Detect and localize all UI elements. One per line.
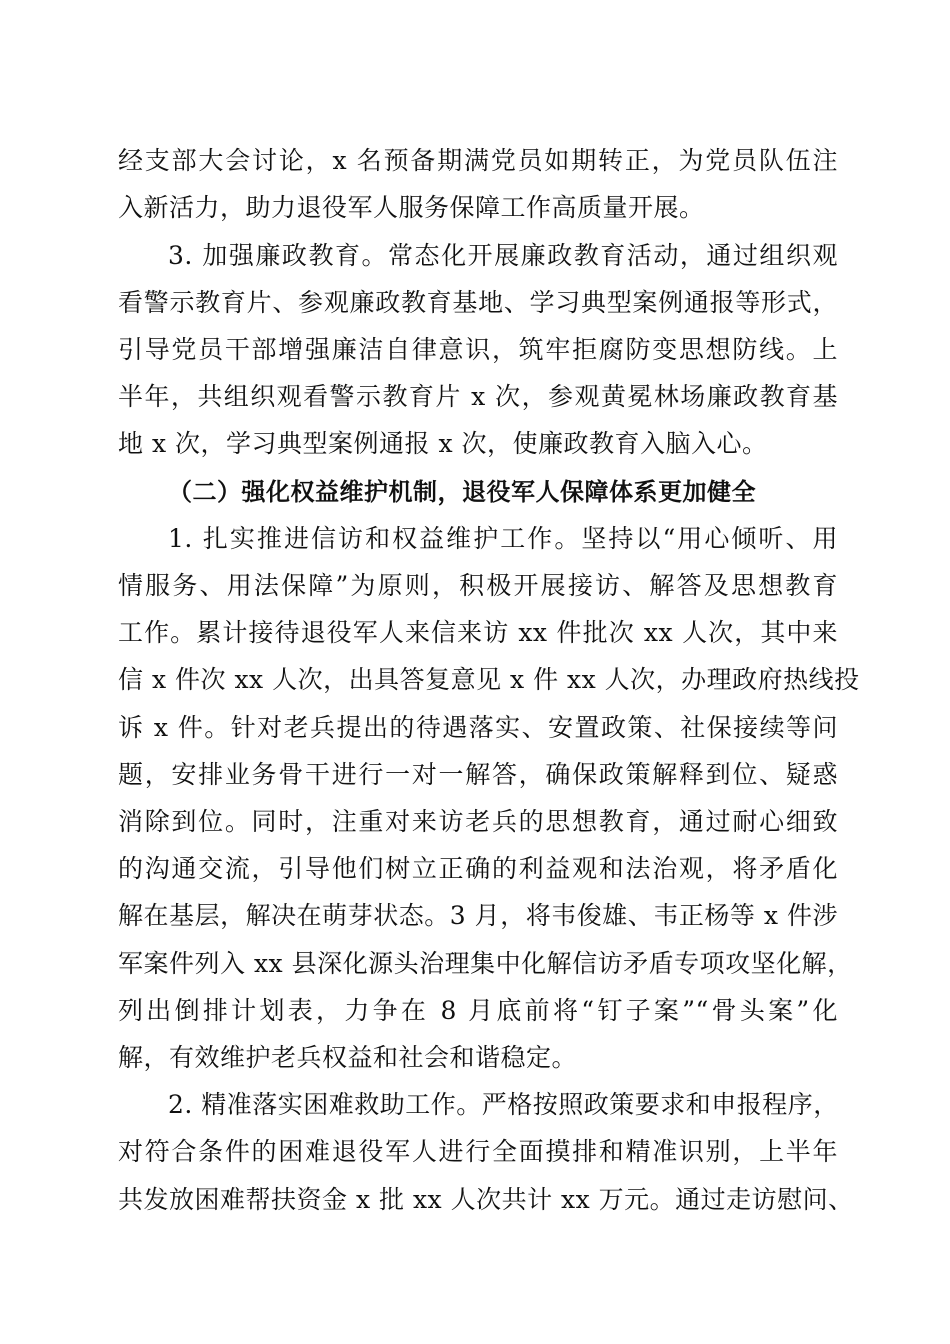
paragraph-line: 看警示教育片、参观廉政教育基地、学习典型案例通报等形式， xyxy=(118,288,838,317)
paragraph-line: 引导党员干部增强廉洁自律意识，筑牢拒腐防变思想防线。上 xyxy=(118,335,838,364)
paragraph-line: 对符合条件的困难退役军人进行全面摸排和精准识别，上半年 xyxy=(118,1137,838,1166)
paragraph-line: 共发放困难帮扶资金 x 批 xx 人次共计 xx 万元。通过走访慰问、 xyxy=(118,1185,854,1214)
paragraph-line: 1. 扎实推进信访和权益维护工作。坚持以“用心倾听、用 xyxy=(168,524,838,553)
section-heading: （二）强化权益维护机制，退役军人保障体系更加健全 xyxy=(168,478,756,506)
paragraph-line: 信 x 件次 xx 人次，出具答复意见 x 件 xx 人次，办理政府热线投 xyxy=(118,665,860,694)
paragraph-line: 军案件列入 xx 县深化源头治理集中化解信访矛盾专项攻坚化解， xyxy=(118,949,853,978)
paragraph-line: 的沟通交流，引导他们树立正确的利益观和法治观，将矛盾化 xyxy=(118,854,838,883)
paragraph-line: 情服务、用法保障”为原则，积极开展接访、解答及思想教育 xyxy=(118,571,838,600)
paragraph-line: 半年，共组织观看警示教育片 x 次，参观黄冕林场廉政教育基 xyxy=(118,382,838,411)
paragraph-line: 消除到位。同时，注重对来访老兵的思想教育，通过耐心细致 xyxy=(118,807,838,836)
paragraph-line: 3. 加强廉政教育。常态化开展廉政教育活动，通过组织观 xyxy=(168,241,838,270)
paragraph-line: 诉 x 件。针对老兵提出的待遇落实、安置政策、社保接续等问 xyxy=(118,713,838,742)
paragraph-line: 题，安排业务骨干进行一对一解答，确保政策解释到位、疑惑 xyxy=(118,760,838,789)
paragraph-line: 2. 精准落实困难救助工作。严格按照政策要求和申报程序， xyxy=(168,1090,839,1119)
paragraph-line: 解在基层，解决在萌芽状态。3 月，将韦俊雄、韦正杨等 x 件涉 xyxy=(118,901,838,930)
paragraph-line: 入新活力，助力退役军人服务保障工作高质量开展。 xyxy=(118,193,705,222)
paragraph-line: 经支部大会讨论，x 名预备期满党员如期转正，为党员队伍注 xyxy=(118,146,838,175)
paragraph-line: 解，有效维护老兵权益和社会和谐稳定。 xyxy=(118,1043,578,1072)
paragraph-line: 地 x 次，学习典型案例通报 x 次，使廉政教育入脑入心。 xyxy=(118,429,768,458)
paragraph-line: 工作。累计接待退役军人来信来访 xx 件批次 xx 人次，其中来 xyxy=(118,618,838,647)
paragraph-line: 列出倒排计划表，力争在 8 月底前将“钉子案”“骨头案”化 xyxy=(118,996,838,1025)
